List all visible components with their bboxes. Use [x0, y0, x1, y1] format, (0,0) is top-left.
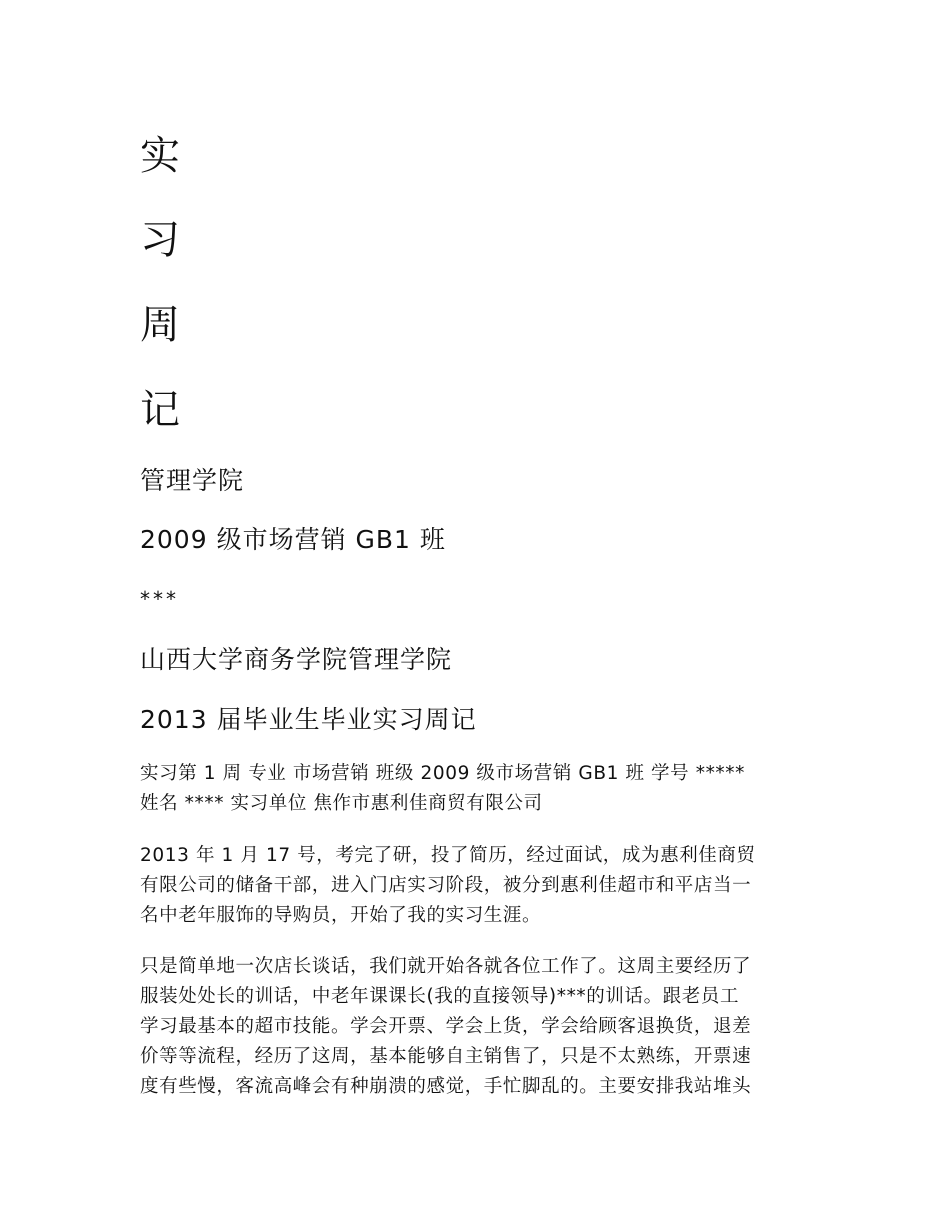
paragraph-line: 学习最基本的超市技能。学会开票、学会上货，学会给顾客退换货，退差 — [140, 1016, 752, 1037]
paragraph-line: 有限公司的储备干部，进入门店实习阶段，被分到惠利佳超市和平店当一 — [140, 875, 752, 896]
intern-info-line: 实习第 1 周 专业 市场营销 班级 2009 级市场营销 GB1 班 学号 ***** — [140, 763, 745, 784]
paragraph-1 — [140, 841, 812, 931]
intern-info-line: 姓名 **** 实习单位 焦作市惠利佳商贸有限公司 — [140, 793, 543, 814]
title-char-3: 周 — [140, 302, 180, 348]
school-name: 管理学院 — [140, 466, 245, 495]
paragraph-line: 度有些慢，客流高峰会有种崩溃的感觉，手忙脚乱的。主要安排我站堆头 — [140, 1076, 752, 1097]
author-name: *** — [140, 587, 179, 611]
intern-info — [140, 759, 812, 819]
paragraph-2 — [140, 952, 812, 1102]
title-char-1: 实 — [140, 133, 180, 179]
report-title: 2013 届毕业生毕业实习周记 — [140, 705, 477, 734]
university-name: 山西大学商务学院管理学院 — [140, 645, 453, 674]
paragraph-line: 价等等流程，经历了这周，基本能够自主销售了，只是不太熟练，开票速 — [140, 1046, 752, 1067]
paragraph-line: 服装处处长的训话，中老年课课长(我的直接领导)***的训话。跟老员工 — [140, 986, 740, 1007]
paragraph-line: 名中老年服饰的导购员，开始了我的实习生涯。 — [140, 905, 542, 926]
paragraph-line: 只是简单地一次店长谈话，我们就开始各就各位工作了。这周主要经历了 — [140, 956, 752, 977]
paragraph-line: 2013 年 1 月 17 号，考完了研，投了简历，经过面试，成为惠利佳商贸 — [140, 845, 756, 866]
document-page — [140, 0, 810, 1230]
title-char-4: 记 — [140, 387, 180, 433]
title-char-2: 习 — [140, 217, 180, 263]
class-name: 2009 级市场营销 GB1 班 — [140, 525, 446, 554]
